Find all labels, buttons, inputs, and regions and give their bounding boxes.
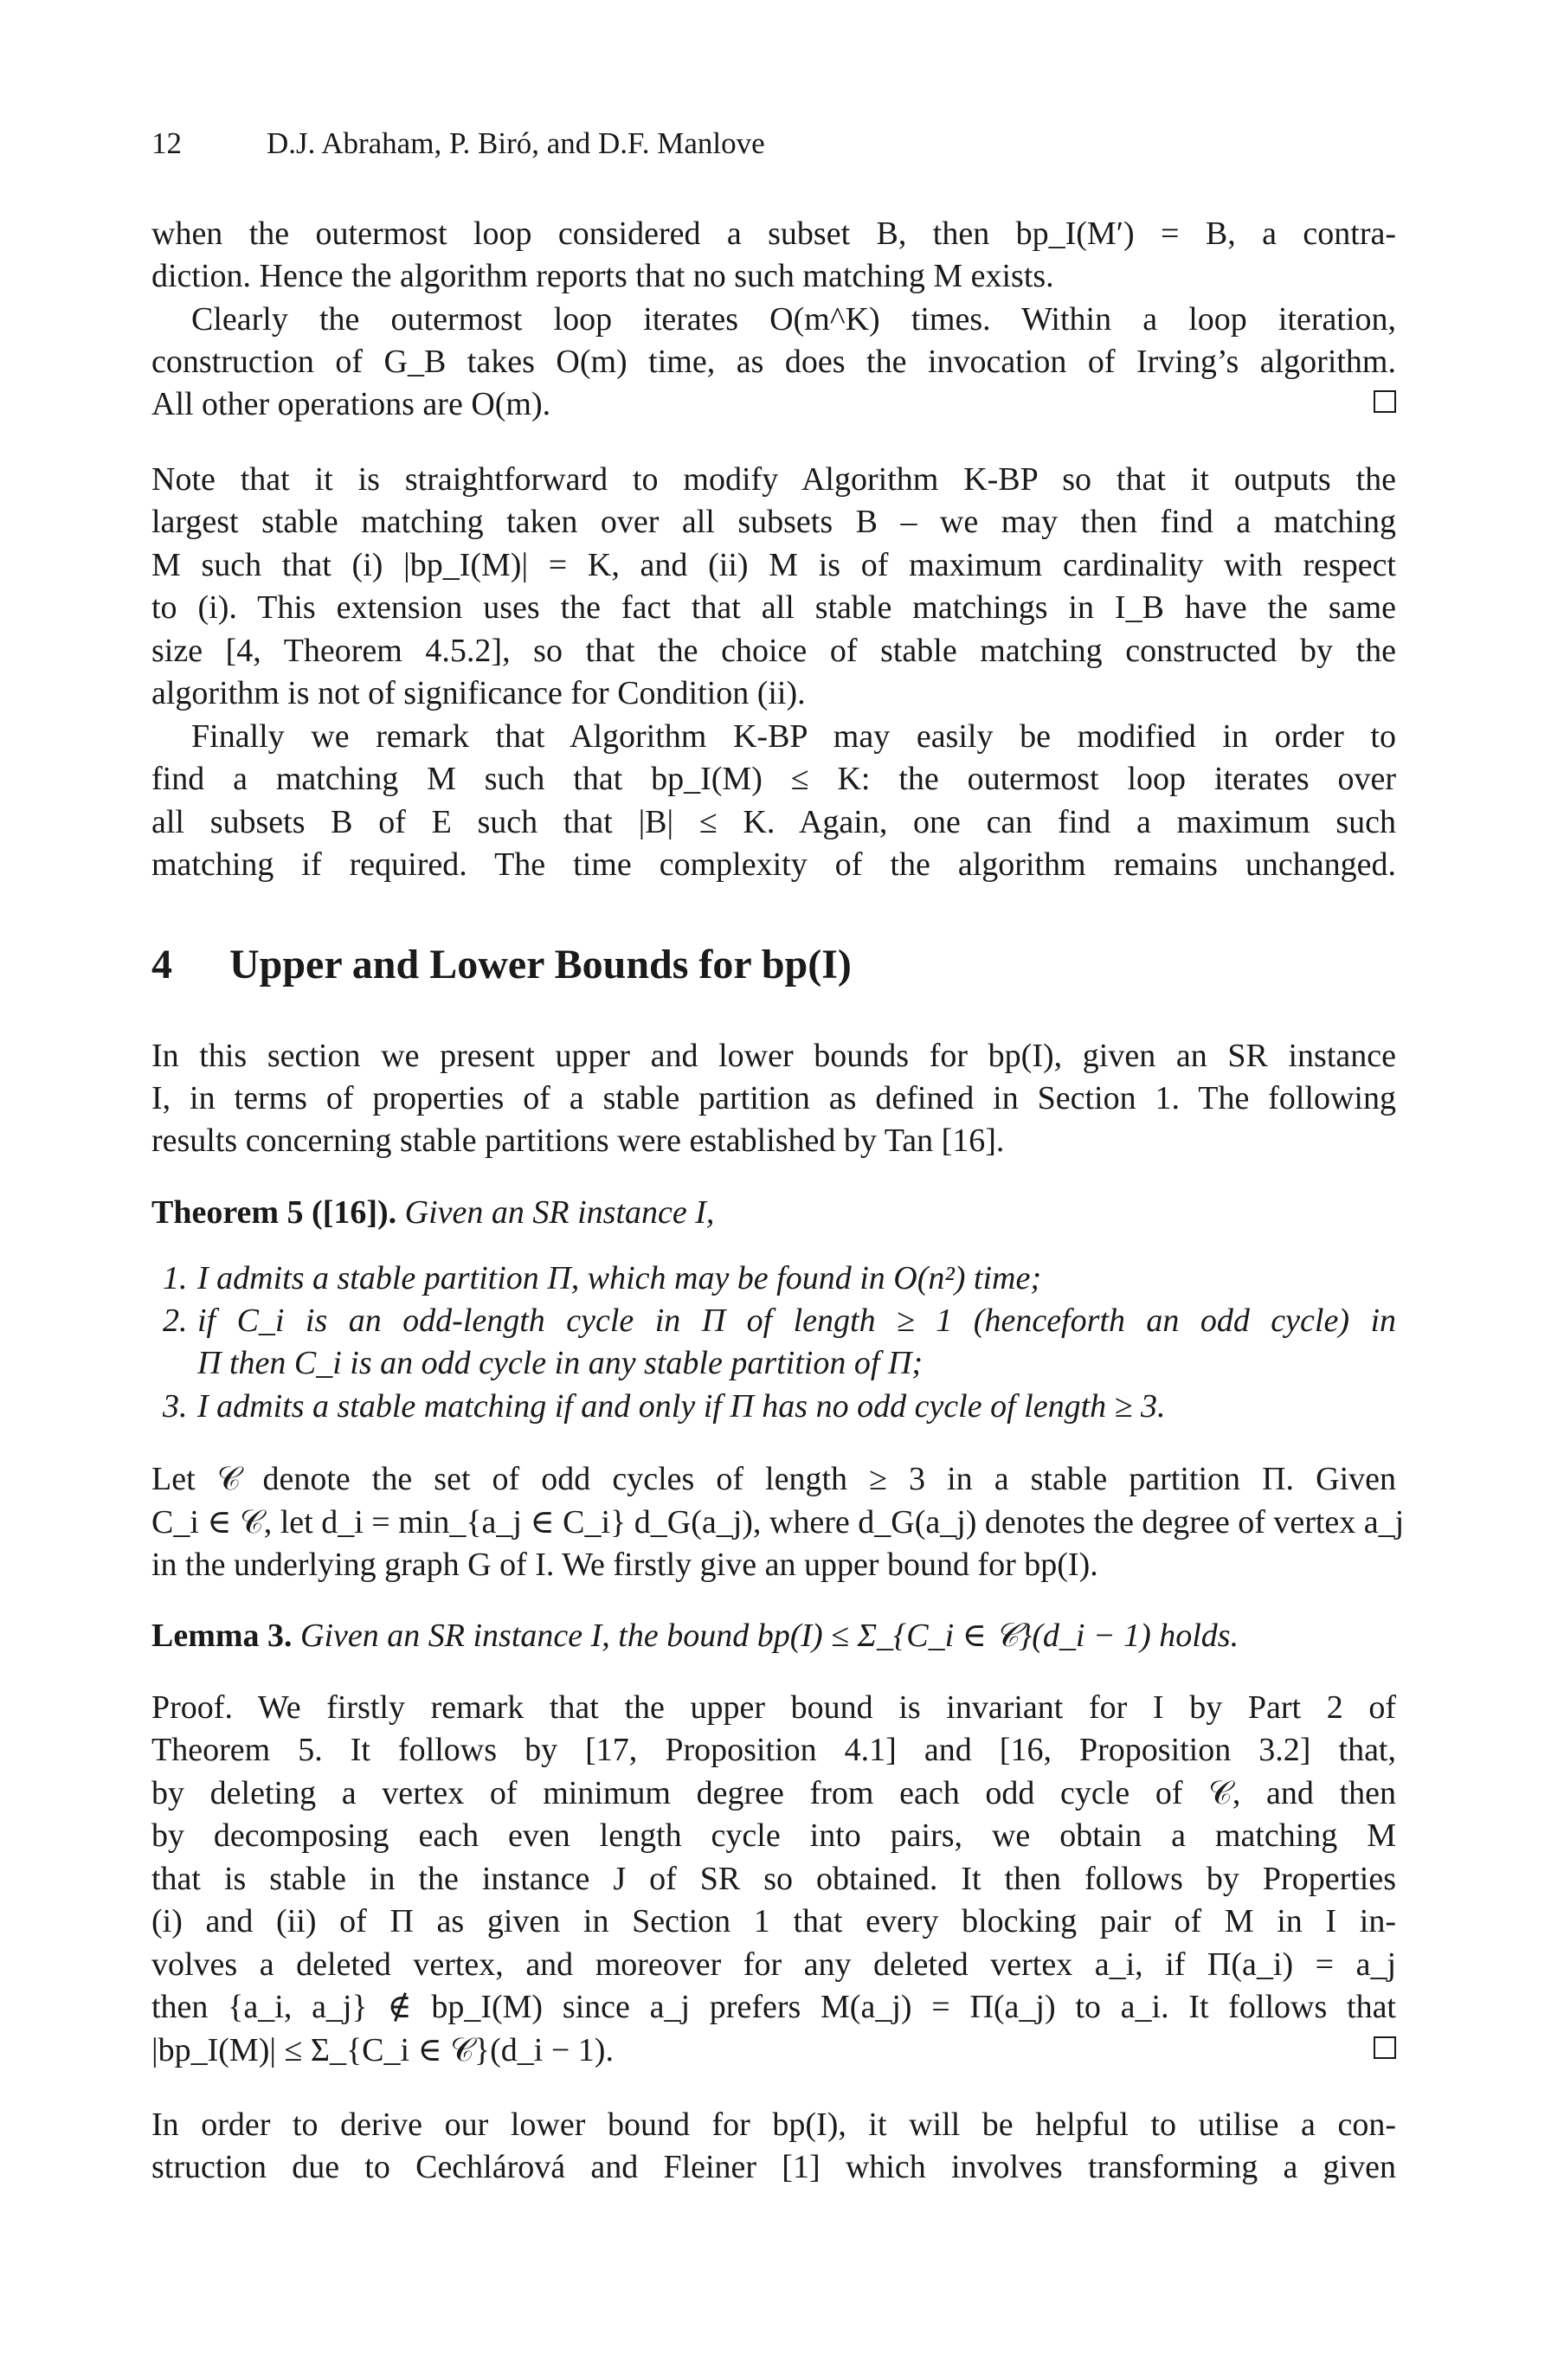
section-heading [151,939,852,991]
theorem-label: Theorem 5 ([16]). [151,1194,397,1231]
running-authors: D.J. Abraham, P. Biró, and D.F. Manlove [267,126,765,160]
theorem-heading [151,1192,1396,1235]
text-line: (i) and (ii) of Π as given in Section 1 that every blocking pair of M in I in- [151,1903,1396,1939]
list-item-text: if C_i is an odd-length cycle in Π of length ≥ 1 (henceforth an odd cycle) in [197,1303,1396,1339]
page-number: 12 [151,126,182,160]
text-line: matching if required. The time complexity of the algorithm remains unchanged. [151,846,1396,883]
list-number: 2. [163,1303,188,1339]
text-line: Proof. We firstly remark that the upper bound is invariant for I by Part 2 of [151,1689,1396,1726]
text-line: In this section we present upper and lower bounds for bp(I), given an SR instance [151,1038,1396,1074]
qed-symbol [1374,2029,1396,2073]
text-line: when the outermost loop considered a subset B, then bp_I(M′) = B, a contra- [151,215,1396,252]
text-line: by decomposing each even length cycle into pairs, we obtain a matching M [151,1817,1396,1854]
list-item-text: I admits a stable matching if and only if Π has no odd cycle of length ≥ 3. [197,1388,1166,1425]
text-line: largest stable matching taken over all subsets B – we may then find a matching [151,504,1396,540]
section-number: 4 [151,942,172,987]
list-number: 3. [163,1388,188,1425]
text-line: results concerning stable partitions were established by Tan [16]. [151,1122,1005,1159]
text-line: All other operations are O(m). [151,386,551,422]
text-line: M such that (i) |bp_I(M)| = K, and (ii) M is of maximum cardinality with respect [151,547,1396,583]
text-line: in the underlying graph G of I. We firstly give an upper bound for bp(I). [151,1547,1098,1583]
text-line: Note that it is straightforward to modify Algorithm K-BP so that it outputs the [151,461,1396,498]
section-title: Upper and Lower Bounds for bp(I) [229,942,852,987]
text-line: by deleting a vertex of minimum degree from each odd cycle of 𝒞, and then [151,1775,1396,1811]
text-line: In order to derive our lower bound for bp(I), it will be helpful to utilise a con- [151,2107,1396,2143]
text-line: diction. Hence the algorithm reports that no such matching M exists. [151,258,1054,294]
text-line: I, in terms of properties of a stable partition as defined in Section 1. The following [151,1080,1396,1116]
lemma-heading [151,1615,1396,1658]
text-line: Finally we remark that Algorithm K-BP may easily be modified in order to [191,718,1396,755]
text-line: construction of G_B takes O(m) time, as does the invocation of Irving’s algorithm. [151,344,1396,380]
list-number: 1. [163,1260,188,1296]
text-line: find a matching M such that bp_I(M) ≤ K: the outermost loop iterates over [151,761,1396,797]
text-line: struction due to Cechlárová and Fleiner [1] which involves transforming a given [151,2149,1396,2185]
text-line: all subsets B of E such that |B| ≤ K. Again, one can find a maximum such [151,804,1396,840]
list-item-text: Π then C_i is an odd cycle in any stable partition of Π; [197,1345,924,1381]
text-line: volves a deleted vertex, and moreover for any deleted vertex a_i, if Π(a_i) = a_j [151,1946,1396,1983]
text-line: that is stable in the instance J of SR so obtained. It then follows by Properties [151,1861,1396,1897]
lemma-label: Lemma 3. [151,1618,293,1654]
qed-symbol [1374,383,1396,427]
text-line: then {a_i, a_j} ∉ bp_I(M) since a_j prefers M(a_j) = Π(a_j) to a_i. It follows that [151,1989,1396,2025]
text-line: |bp_I(M)| ≤ Σ_{C_i ∈ 𝒞}(d_i − 1). [151,2032,614,2068]
theorem-statement: Given an SR instance I, [404,1194,715,1231]
text-line: Theorem 5. It follows by [17, Proposition 4.1] and [16, Proposition 3.2] that, [151,1732,1396,1768]
text-line: algorithm is not of significance for Condition (ii). [151,675,806,711]
list-item-text: I admits a stable partition Π, which may be found in O(n²) time; [197,1260,1042,1296]
text-line: C_i ∈ 𝒞, let d_i = min_{a_j ∈ C_i} d_G(a_j), where d_G(a_j) denotes the degree of vertex a_j [151,1504,1405,1541]
text-line: Clearly the outermost loop iterates O(m^K) times. Within a loop iteration, [191,301,1396,338]
lemma-statement: Given an SR instance I, the bound bp(I) ≤ Σ_{C_i ∈ 𝒞}(d_i − 1) holds. [300,1618,1239,1654]
text-line: Let 𝒞 denote the set of odd cycles of length ≥ 3 in a stable partition Π. Given [151,1461,1396,1497]
text-line: size [4, Theorem 4.5.2], so that the choice of stable matching constructed by the [151,633,1396,669]
text-line: to (i). This extension uses the fact that all stable matchings in I_B have the same [151,589,1396,626]
